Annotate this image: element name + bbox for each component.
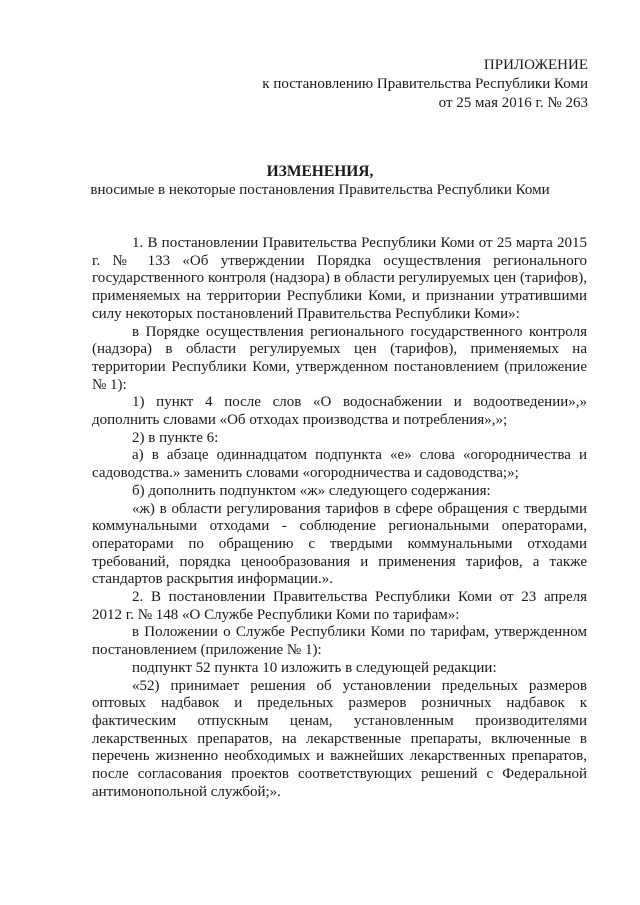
appendix-date: от 25 мая 2016 г. № 263	[438, 95, 588, 111]
appendix-block	[262, 56, 588, 113]
paragraph: в Порядке осуществления регионального государственного контроля (надзора) в области регулируемых цен (тарифов), применяемых на территории Республики Коми, утвержденном постановлением (приложение № 1):	[92, 323, 587, 393]
paragraph: 2) в пункте 6:	[132, 429, 219, 446]
paragraph: б) дополнить подпунктом «ж» следующего содержания:	[132, 482, 491, 499]
paragraph: подпункт 52 пункта 10 изложить в следующей редакции:	[132, 659, 497, 676]
appendix-reference: к постановлению Правительства Республики Коми	[262, 76, 588, 92]
paragraph: 2. В постановлении Правительства Республики Коми от 23 апреля 2012 г. № 148 «О Службе Республики Коми по тарифам»:	[92, 589, 587, 623]
paragraph: 1. В постановлении Правительства Республики Коми от 25 марта 2015 г. № 133 «Об утверждении Порядка осуществления регионального государственного контроля (надзора) в области регулируемых цен (тарифов), применяемых на территории Республики Коми, и признании утратившими силу некоторых постановлений Правительства Республики Коми»:	[92, 235, 587, 322]
appendix-label: ПРИЛОЖЕНИЕ	[483, 57, 588, 73]
paragraph: 1) пункт 4 после слов «О водоснабжении и водоотведении»,» дополнить словами «Об отходах производства и потребления»,»;	[92, 394, 587, 429]
document-heading	[0, 162, 640, 200]
paragraph: в Положении о Службе Республики Коми по тарифам, утвержденном постановлением (приложение № 1):	[92, 624, 587, 659]
document-title: ИЗМЕНЕНИЯ,	[266, 163, 374, 180]
paragraph: «ж) в области регулирования тарифов в сфере обращения с твердыми коммунальными отходами - соблюдение региональными операторами, операторами по обращению с твердыми коммунальными отходами требований, порядка ценообразования и применения тарифов, а также стандартов раскрытия информации.».	[92, 500, 587, 588]
paragraph: «52) принимает решения об установлении предельных размеров оптовых надбавок и предельных размеров розничных надбавок к фактическим отпускным ценам, установленным производителями лекарственных препаратов, на лекарственные препараты, включенные в перечень жизненно необходимых и важнейших лекарственных препаратов, после согласования проектов соответствующих решений с Федеральной антимонопольной службой;».	[92, 677, 587, 800]
paragraph: а) в абзаце одиннадцатом подпункта «е» слова «огородничества и садоводства.» заменить словами «огородничества и садоводства;»;	[92, 447, 587, 482]
document-body	[92, 235, 587, 802]
document-subtitle: вносимые в некоторые постановления Правительства Республики Коми	[90, 182, 550, 198]
